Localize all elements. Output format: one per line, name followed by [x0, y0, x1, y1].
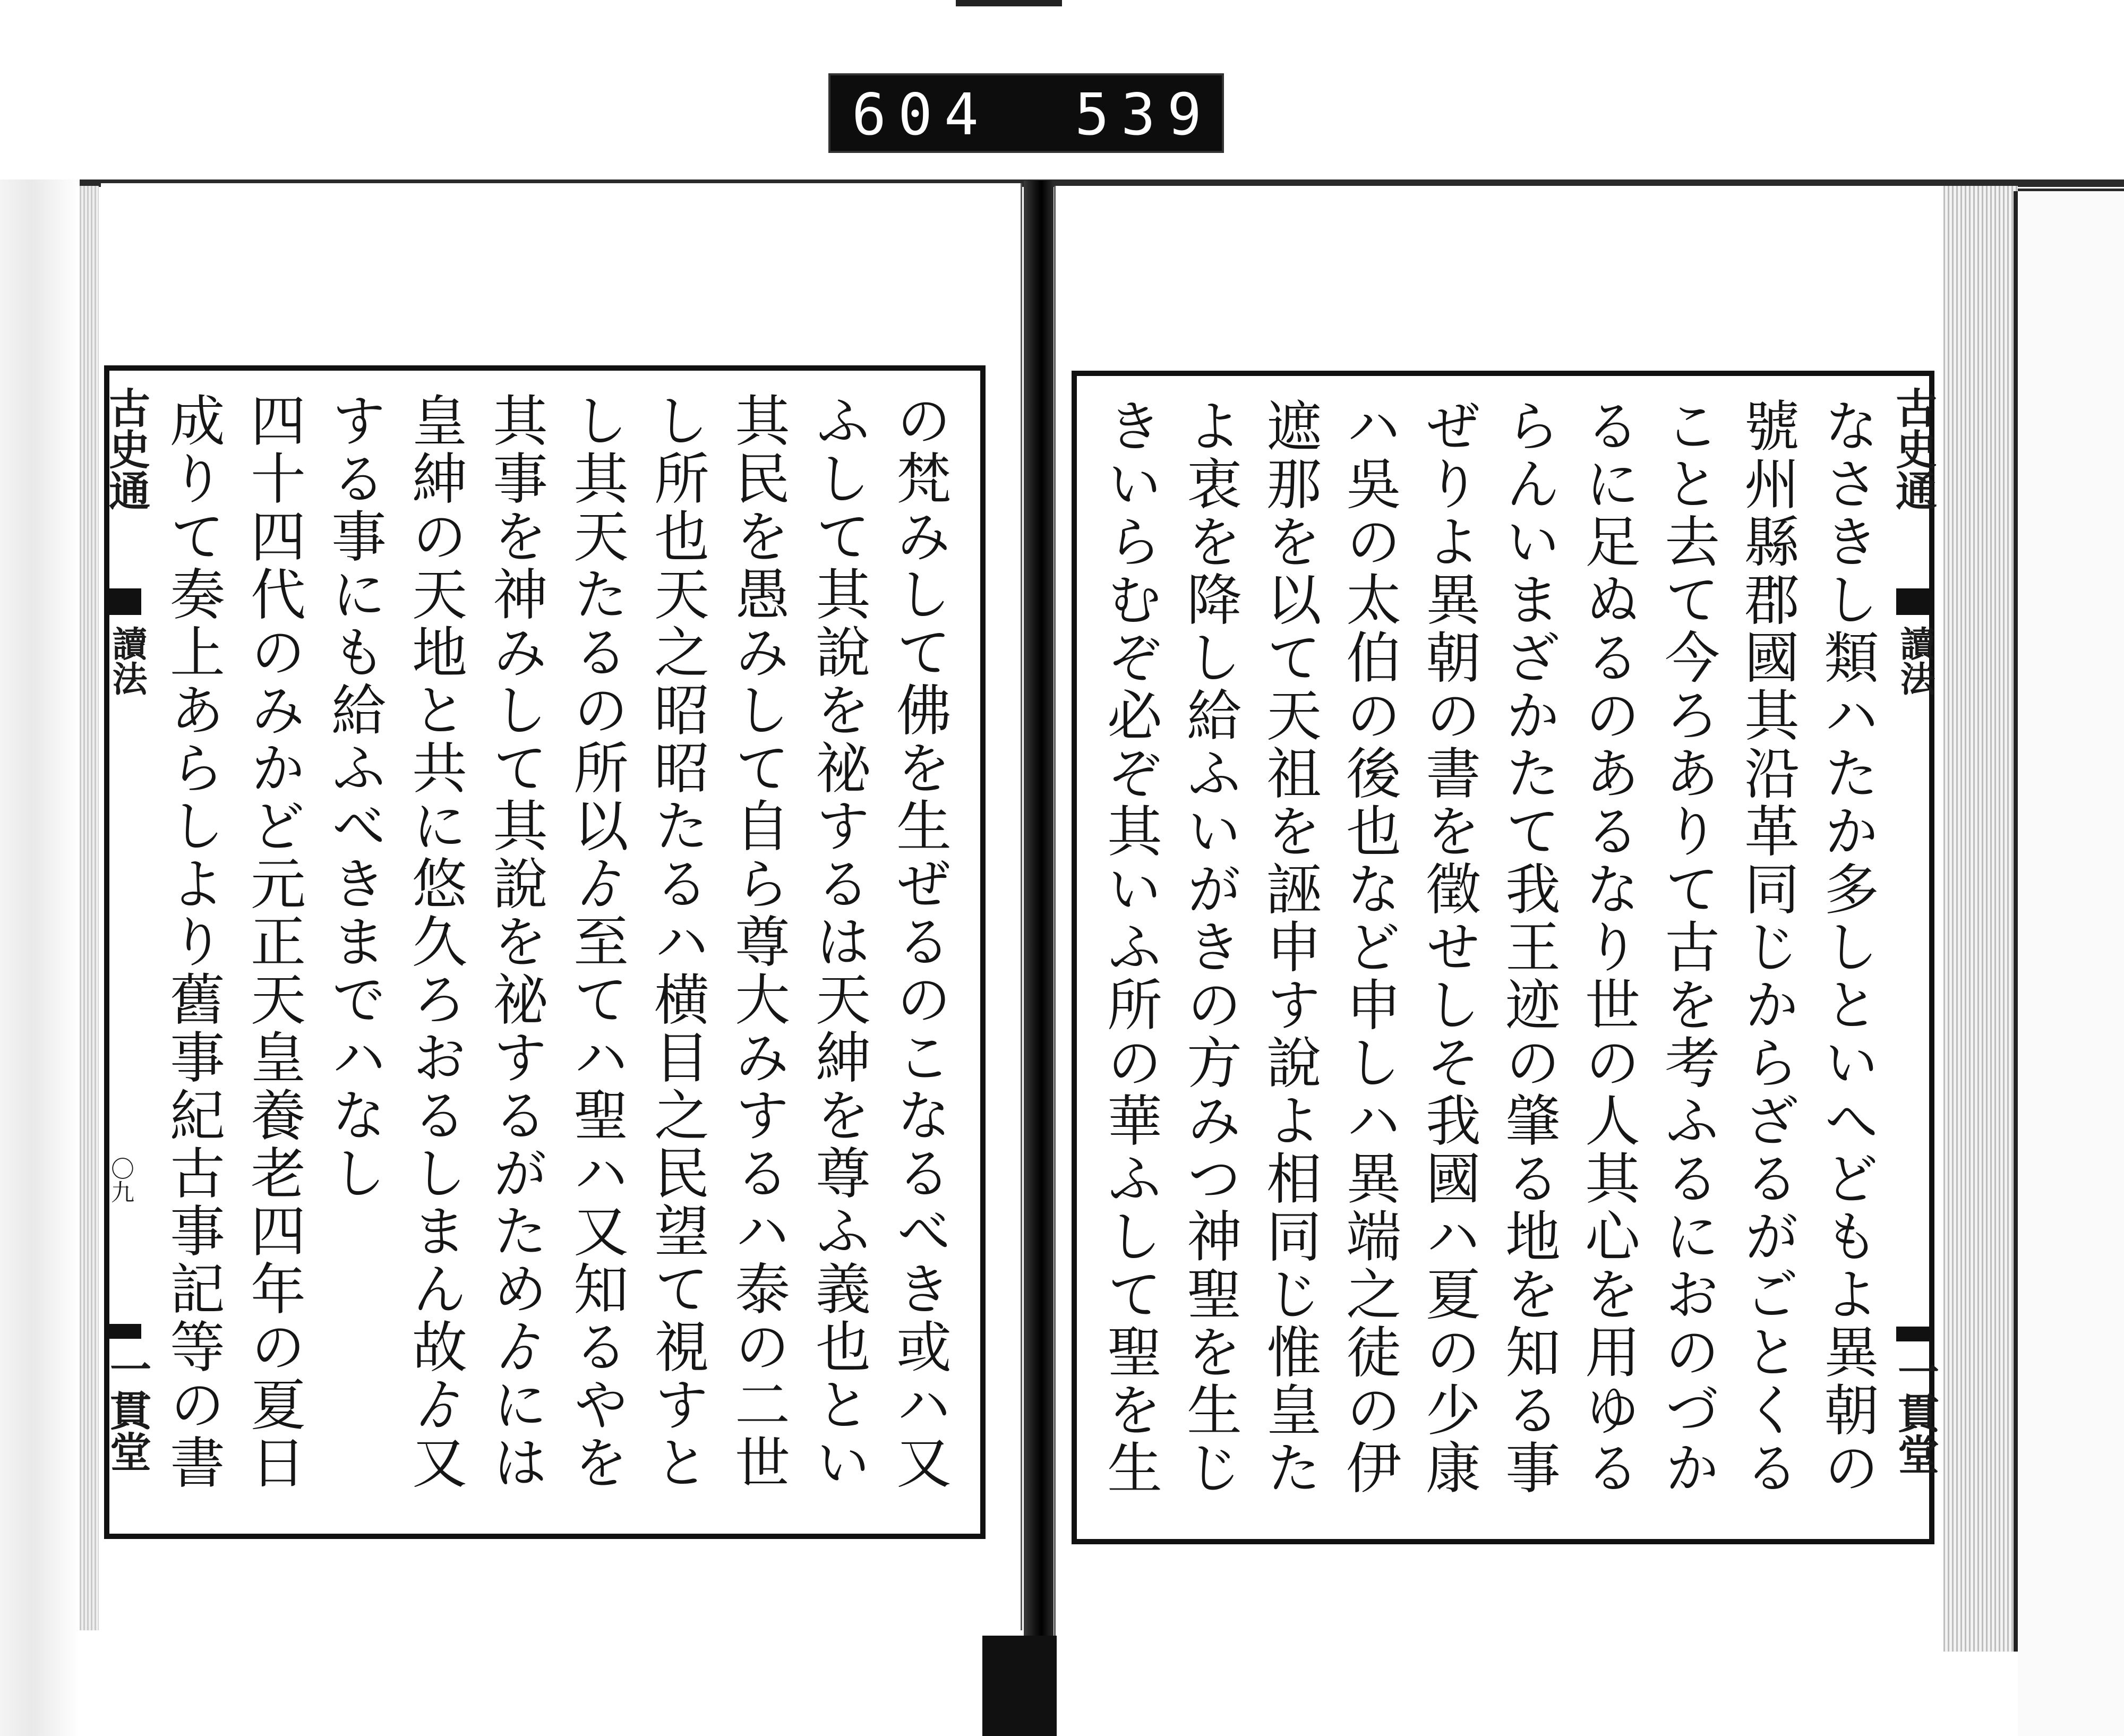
right-press-name: 一貫堂 — [1891, 1350, 1939, 1475]
right-margin-label: 讀法 — [1894, 626, 1935, 696]
text-column: こと去て今ろありて古を考ふるにおのづか — [1655, 397, 1720, 1497]
right-book-title: 古史通 — [1889, 387, 1937, 511]
left-page-number: 〇九 — [107, 1157, 134, 1203]
text-column: 號州縣郡國其沿革同じからざるがごとくる — [1735, 397, 1800, 1497]
scan-right-margin — [2018, 191, 2124, 1736]
left-text-frame — [104, 365, 986, 1539]
left-margin-rule — [108, 1324, 141, 1339]
text-column: 成りて奏上あらしより舊事紀古事記等の書 — [160, 392, 225, 1492]
text-column: 遮那を以て天祖を誣申す說よ相同じ惟皇た — [1257, 397, 1322, 1497]
right-page-edges — [1943, 186, 2018, 1652]
left-margin-label: 讀法 — [106, 626, 148, 696]
scan-top-stub — [956, 0, 1062, 6]
left-book-title: 古史通 — [102, 387, 150, 511]
text-column: ぜりよ異朝の書を徵せしそ我國ハ夏の少康 — [1416, 397, 1481, 1497]
text-column: ハ吳の太伯の後也など申しハ異端之徒の伊 — [1337, 397, 1401, 1497]
left-margin-column — [102, 371, 151, 1534]
text-column: らんいまざかたて我王迹の肇る地を知る事 — [1496, 397, 1561, 1497]
text-column: ふして其說を祕するは天紳を尊ふ義也とい — [806, 392, 871, 1492]
call-number-label — [828, 73, 1260, 153]
right-binding-line — [2014, 191, 2018, 1652]
right-margin-column — [1889, 376, 1939, 1539]
left-margin-fishtail — [108, 588, 141, 615]
call-number-left: 604 — [852, 82, 991, 148]
text-column: よ衷を降し給ふいがきの方みつ神聖を生じ — [1177, 397, 1242, 1497]
left-press-name: 一貫堂 — [103, 1348, 151, 1472]
text-column: 其民を愚みして自ら尊大みするハ泰の二世 — [725, 392, 790, 1492]
scan-left-margin — [0, 179, 80, 1736]
text-column: 其事を神みして其說を祕するがためゟには — [483, 392, 548, 1492]
right-text-columns — [1093, 397, 1887, 1523]
text-column: の梵みして佛を生ぜるのこなるべき或ハ又 — [887, 392, 952, 1492]
right-text-frame — [1072, 371, 1939, 1544]
left-page-edges — [80, 186, 99, 1630]
right-margin-rule — [1896, 1327, 1929, 1341]
text-column: 皇紳の天地と共に悠久ろおるしまん故ゟ又 — [402, 392, 467, 1492]
text-column: 四十四代のみかど元正天皇養老四年の夏日 — [241, 392, 306, 1492]
book-gutter-shadow — [982, 1636, 1057, 1736]
text-column: する事にも給ふべきまでハなし — [322, 392, 387, 1202]
text-column: し所也天之昭昭たるハ横目之民望て視すと — [645, 392, 709, 1492]
book-gutter — [1024, 181, 1054, 1736]
text-column: なさきし類ハたか多しといへどもよ異朝の — [1814, 397, 1879, 1497]
right-margin-fishtail — [1896, 588, 1929, 615]
text-column: し其天たるの所以ゟ至てハ聖ハ又知るやを — [564, 392, 629, 1492]
call-number-right: 539. — [1075, 82, 1260, 148]
text-column: きいらむぞ必ぞ其いふ所の華ふして聖を生 — [1098, 397, 1162, 1497]
left-text-columns — [160, 392, 959, 1518]
text-column: るに足ぬるのあるなり世の人其心を用ゆる — [1575, 397, 1640, 1497]
